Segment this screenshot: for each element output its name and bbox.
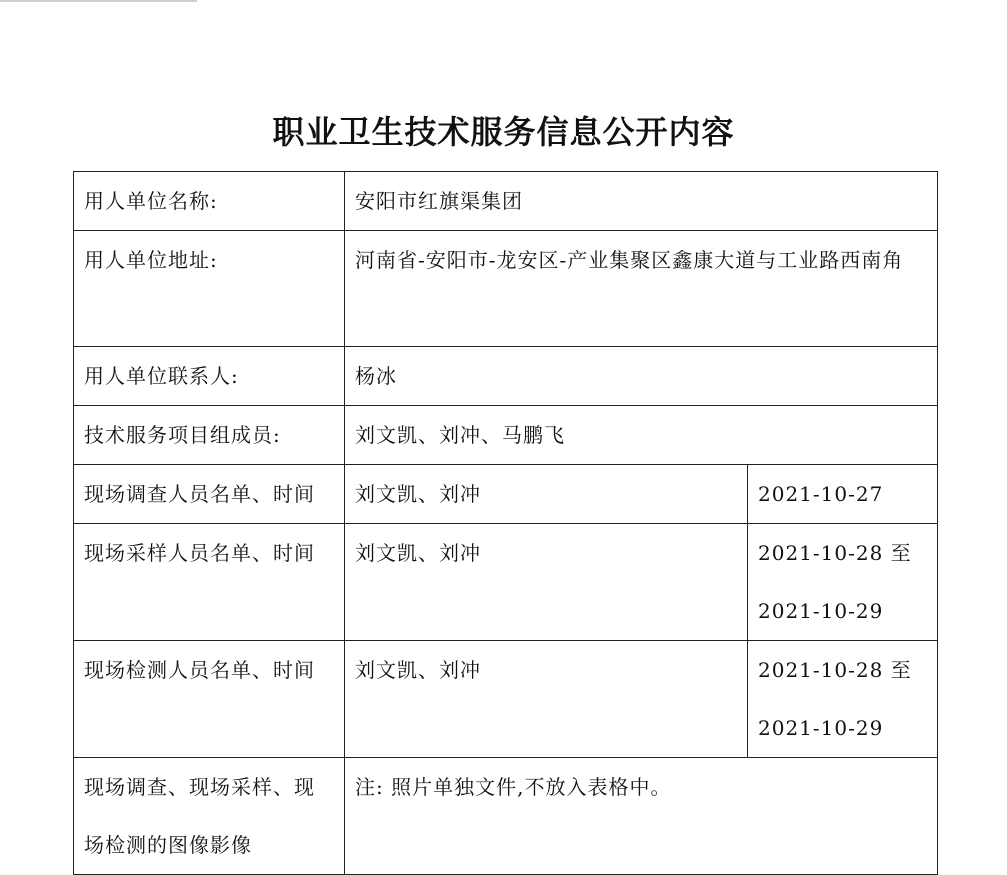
unit-name-value: 安阳市红旗渠集团 [345, 172, 938, 231]
table-row-survey [74, 465, 938, 524]
unit-address-value: 河南省-安阳市-龙安区-产业集聚区鑫康大道与工业路西南角 [345, 231, 938, 347]
sampling-names: 刘文凯、刘冲 [345, 524, 748, 641]
unit-address-label: 用人单位地址: [74, 231, 345, 347]
table-row-unit-name [74, 172, 938, 231]
sampling-date [748, 524, 938, 641]
unit-name-label: 用人单位名称: [74, 172, 345, 231]
table-row-project-members [74, 406, 938, 465]
info-table [73, 171, 938, 875]
table-row-testing [74, 641, 938, 758]
images-note: 注: 照片单独文件,不放入表格中。 [345, 758, 938, 875]
testing-date [748, 641, 938, 758]
testing-date-to: 2021-10-29 [758, 716, 884, 740]
survey-names: 刘文凯、刘冲 [345, 465, 748, 524]
table-row-sampling [74, 524, 938, 641]
sampling-date-from: 2021-10-28 至 [758, 541, 912, 565]
table-row-unit-address [74, 231, 938, 347]
sampling-date-to: 2021-10-29 [758, 599, 884, 623]
survey-label: 现场调查人员名单、时间 [74, 465, 345, 524]
document-title: 职业卫生技术服务信息公开内容 [272, 113, 735, 151]
top-divider [0, 0, 197, 2]
table-row-unit-contact [74, 347, 938, 406]
testing-date-from: 2021-10-28 至 [758, 658, 912, 682]
project-members-label: 技术服务项目组成员: [74, 406, 345, 465]
testing-label: 现场检测人员名单、时间 [74, 641, 345, 758]
sampling-label: 现场采样人员名单、时间 [74, 524, 345, 641]
unit-contact-value: 杨冰 [345, 347, 938, 406]
testing-names: 刘文凯、刘冲 [345, 641, 748, 758]
project-members-value: 刘文凯、刘冲、马鹏飞 [345, 406, 938, 465]
unit-contact-label: 用人单位联系人: [74, 347, 345, 406]
images-label: 现场调查、现场采样、现场检测的图像影像 [74, 758, 345, 875]
table-row-images [74, 758, 938, 875]
survey-date: 2021-10-27 [748, 465, 938, 524]
